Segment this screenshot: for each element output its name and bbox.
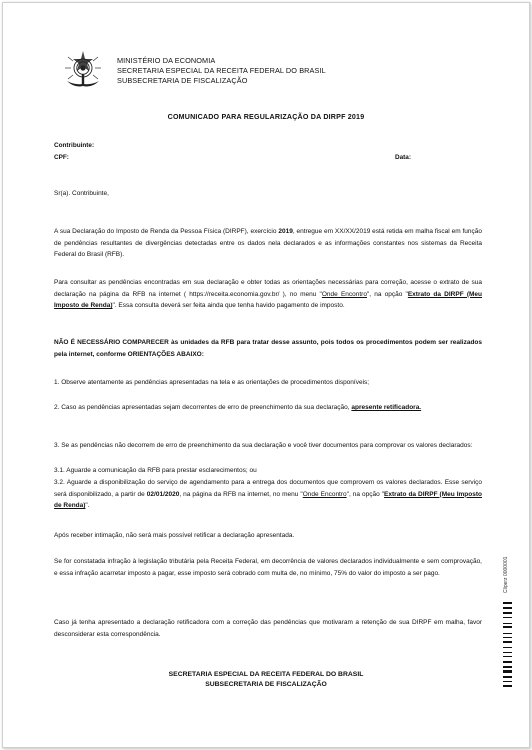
item32-text-b: , na página da RFB na internet, no menu " [179, 490, 303, 498]
item32-text-d: ". [85, 502, 90, 510]
header-secretariat: SECRETARIA ESPECIAL DA RECEITA FEDERAL DO BRASIL [117, 66, 326, 75]
p2-text-a: Para consultar as pendências encontradas em sua declaração e obter todas as orientações necessárias para correção, acesse o extrato de sua declaração na página da RFB na internet ( https://receita.economia.gov.br/ ), no menu " [54, 279, 482, 298]
footer-subsecretariat: SUBSECRETARIA DE FISCALIZAÇÃO [205, 681, 327, 688]
paragraph-after-intimation: Após receber intimação, não será mais possível retificar a declaração apresentada. [54, 532, 295, 539]
p2-text-b: ", na opção " [366, 290, 408, 298]
side-barcode [503, 602, 512, 712]
paragraph-no-need: NÃO É NECESSÁRIO COMPARECER às unidades da RFB para tratar desse assunto, pois todos os procedimentos podem ser realizados pela internet, conforme ORIENTAÇÕES ABAIXO: [54, 339, 482, 358]
item2-text: 2. Caso as pendências apresentadas sejam decorrentes de erro de preenchimento da sua declaração, [54, 404, 352, 411]
p1-year: 2019 [278, 228, 293, 235]
greeting: Sr(a). Contribuinte, [54, 190, 109, 197]
extrato-dirpf-link-2[interactable]: Extrato da DIRPF (Meu Imposto de Renda) [54, 490, 482, 510]
item32-date: 02/01/2020 [146, 490, 180, 498]
barcode-stripe [503, 602, 512, 604]
side-control-code: Cliperz 0000001 [503, 556, 509, 593]
p2-text-c: ". Essa consulta deverá ser feita ainda que tenha havido pagamento de imposto. [112, 302, 345, 310]
barcode-stripe [503, 623, 512, 624]
barcode-stripe [503, 676, 512, 678]
barcode-stripe [503, 670, 512, 673]
barcode-stripe [503, 626, 512, 628]
barcode-stripe [503, 666, 512, 668]
barcode-stripe [503, 685, 512, 687]
barcode-stripe [503, 633, 512, 634]
item32-text-a: 3.2. Aguarde a disponibilização do serviço de agendamento para a entrega dos documentos que comprovem os valores declarados. Esse serviço será disponibilizado, a partir de [54, 479, 482, 498]
brasao-emblem-icon [62, 48, 104, 92]
item32-text-c: ", na opção " [346, 490, 385, 498]
paragraph-retention [54, 226, 482, 261]
paragraph-infraction: Se for constatada infração à legislação tributária pela Receita Federal, em decorrência de valores declarados individualmente e sem comprovação, e essa infração acarretar imposto a pagar, esse imposto será cobrado com multa de, no mínimo, 75% do valor do imposto a ser pago. [54, 558, 482, 577]
item-3-2 [54, 477, 482, 512]
barcode-stripe [503, 661, 512, 663]
extrato-dirpf-link[interactable]: Extrato da DIRPF (Meu Imposto de Renda) [54, 290, 482, 310]
barcode-stripe [503, 637, 512, 638]
barcode-stripe [503, 617, 512, 618]
item2-bold: apresente retificadora. [351, 404, 422, 411]
document-title: COMUNICADO PARA REGULARIZAÇÃO DA DIRPF 2019 [167, 113, 365, 121]
onde-encontro-link-2[interactable]: Onde Encontro [302, 490, 347, 498]
p1-text-b: , entregue em XX/XX/2019 está retida em malha fiscal em função de pendências resultantes de divergências detectadas entre os dados nela declarados e as informações constantes nos sistemas da Receita Federal do Brasil (RFB). [54, 228, 482, 259]
item-3-1: 3.1. Aguarde a comunicação da RFB para prestar esclarecimentos; ou [54, 467, 257, 474]
cpf-label: CPF: [54, 154, 69, 161]
barcode-stripe [503, 652, 512, 654]
barcode-stripe [503, 681, 512, 682]
footer-secretariat: SECRETARIA ESPECIAL DA RECEITA FEDERAL DO BRASIL [168, 671, 364, 678]
data-label: Data: [395, 154, 411, 161]
barcode-stripe [503, 641, 512, 644]
item-1: 1. Observe atentamente as pendências apresentadas na tela e as orientações de procedimentos disponíveis; [54, 379, 370, 386]
item-2 [54, 402, 482, 414]
barcode-stripe [503, 607, 512, 610]
p1-text-a: A sua Declaração do Imposto de Renda da Pessoa Física (DIRPF), exercício [54, 228, 279, 235]
onde-encontro-link[interactable]: Onde Encontro [321, 290, 367, 298]
item-3: 3. Se as pendências não decorrem de erro de preenchimento da sua declaração e você tiver documentos para comprovar os valores declarados: [54, 442, 473, 449]
header-subsecretariat: SUBSECRETARIA DE FISCALIZAÇÃO [117, 76, 248, 85]
barcode-stripe [503, 656, 512, 657]
paragraph-consult [54, 277, 482, 312]
contribuinte-label: Contribuinte: [54, 142, 95, 149]
header-ministry: MINISTÉRIO DA ECONOMIA [117, 56, 216, 65]
paragraph-disregard: Caso já tenha apresentado a declaração retificadora com a correção das pendências que motivaram a retenção de sua DIRPF em malha, favor desconsiderar esta correspondência. [54, 619, 482, 638]
barcode-stripe [503, 647, 512, 648]
barcode-stripe [503, 612, 512, 614]
